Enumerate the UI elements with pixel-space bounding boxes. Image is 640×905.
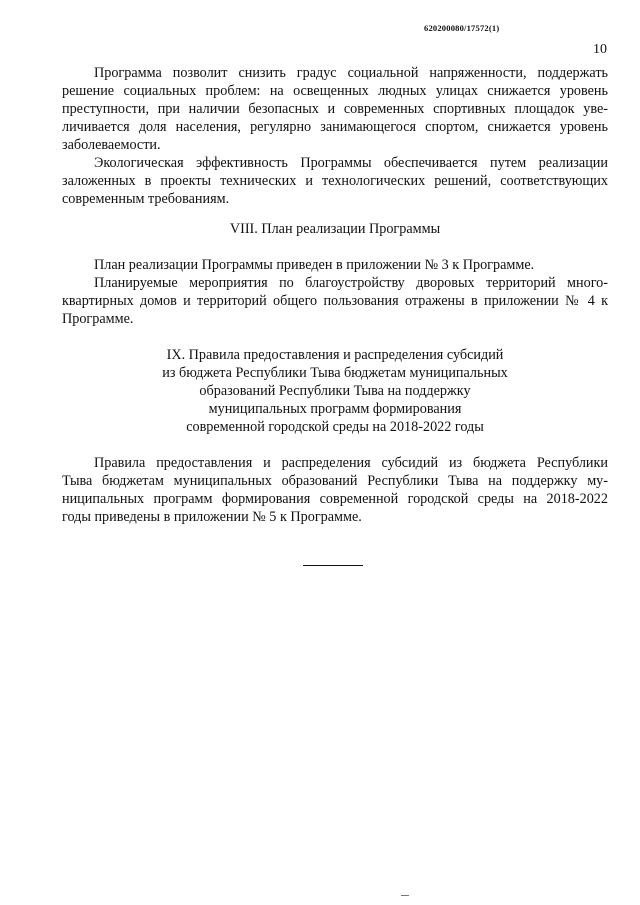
- end-of-text-rule: [303, 565, 363, 566]
- paragraph-line: преступности, при наличии безопасных и современных спортивных площадок уве-: [62, 101, 608, 117]
- heading-line: из бюджета Республики Тыва бюджетам муниципальных: [162, 365, 508, 381]
- scan-mark: [401, 895, 409, 896]
- paragraph-line: личивается доля населения, регулярно занимающегося спортом, снижается уровень: [62, 119, 608, 135]
- paragraph-line: Тыва бюджетам муниципальных образований Республики Тыва на поддержку му-: [62, 473, 608, 489]
- paragraph-line: Программе.: [62, 311, 134, 327]
- paragraph-line: Планируемые мероприятия по благоустройству дворовых территорий много-: [94, 275, 608, 291]
- paragraph-line: Программа позволит снизить градус социальной напряженности, поддержать: [94, 65, 608, 81]
- paragraph-line: ниципальных программ формирования современной городской среды на 2018-2022: [62, 491, 608, 507]
- heading-line: современной городской среды на 2018-2022 годы: [186, 419, 484, 435]
- document-id: 620200080/17572(1): [424, 23, 500, 33]
- paragraph-line: заболеваемости.: [62, 137, 161, 153]
- paragraph-line: квартирных домов и территорий общего пользования отражены в приложении № 4 к: [62, 293, 608, 309]
- paragraph-line: решение социальных проблем: на освещенных людных улицах снижается уровень: [62, 83, 608, 99]
- paragraph-line: заложенных в проекты технических и технологических решений, соответствующих: [62, 173, 608, 189]
- paragraph-line: Экологическая эффективность Программы обеспечивается путем реализации: [94, 155, 608, 171]
- paragraph-line: годы приведены в приложении № 5 к Программе.: [62, 509, 362, 525]
- heading-line: IX. Правила предоставления и распределения субсидий: [166, 347, 504, 363]
- paragraph-line: Правила предоставления и распределения субсидий из бюджета Республики: [94, 455, 608, 471]
- page-number: 10: [593, 42, 607, 57]
- paragraph-line: современным требованиям.: [62, 191, 230, 207]
- section-8-heading: VIII. План реализации Программы: [229, 221, 441, 237]
- paragraph-line: План реализации Программы приведен в приложении № 3 к Программе.: [94, 257, 535, 273]
- heading-line: муниципальных программ формирования: [208, 401, 462, 417]
- heading-line: образований Республики Тыва на поддержку: [199, 383, 471, 399]
